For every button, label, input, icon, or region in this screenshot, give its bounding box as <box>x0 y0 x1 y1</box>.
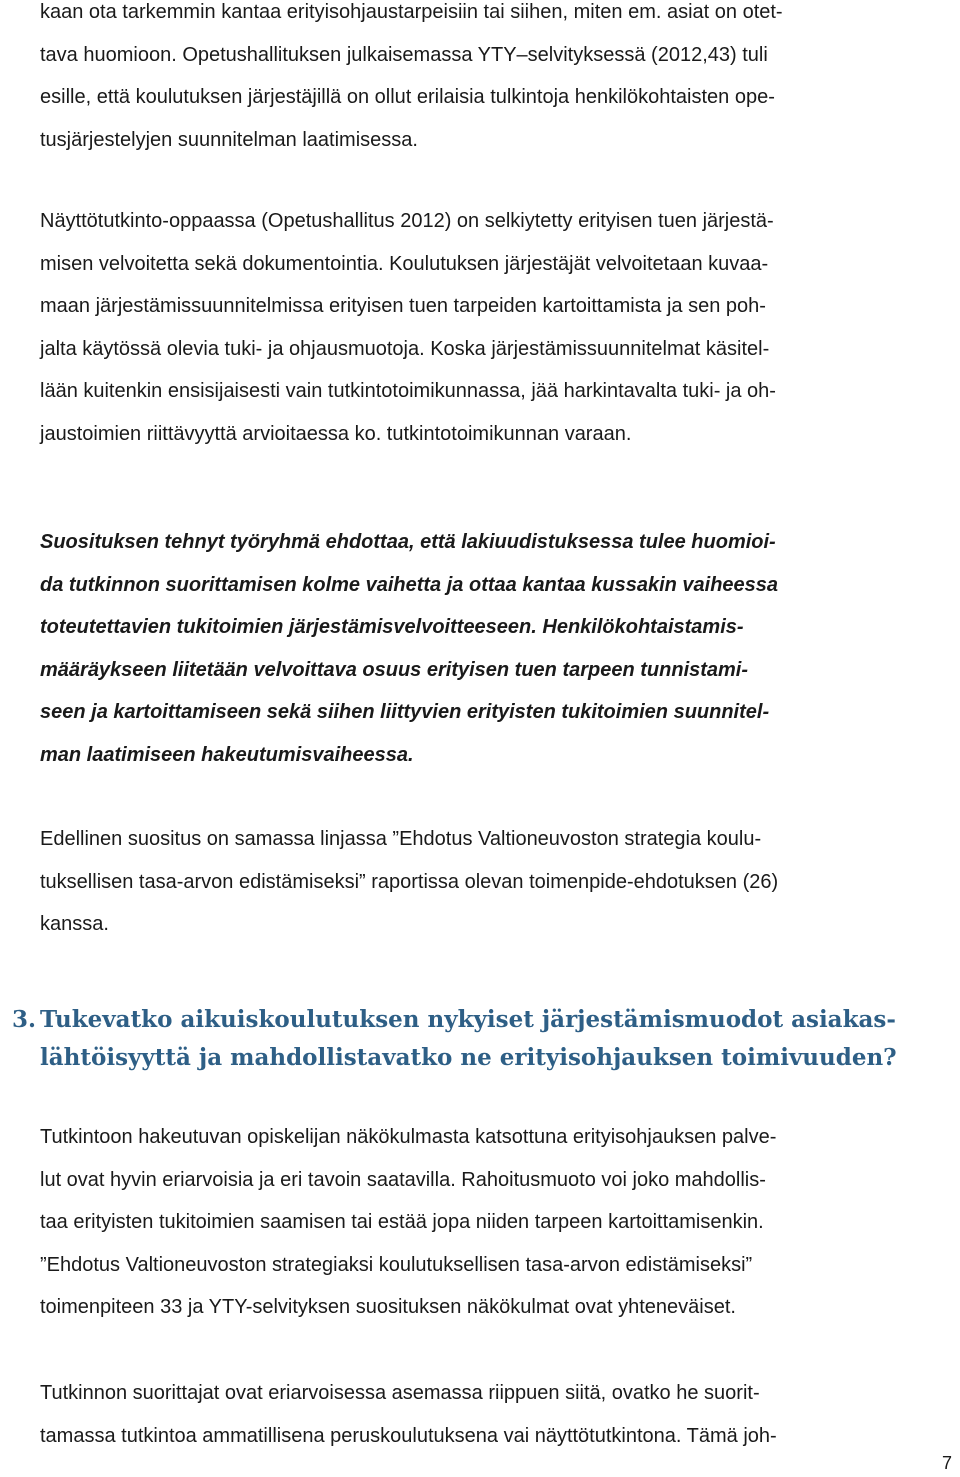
text-line: ”Ehdotus Valtioneuvoston strategiaksi koulutuksellisen tasa-arvon edistämiseksi” <box>40 1253 753 1276</box>
text-line: määräykseen liitetään velvoittava osuus erityisen tuen tarpeen tunnistami- <box>40 658 749 681</box>
text-line: jaustoimien riittävyyttä arvioitaessa ko. tutkintotoimikunnan varaan. <box>40 422 632 445</box>
text-line: Edellinen suositus on samassa linjassa ”Ehdotus Valtioneuvoston strategia koulu- <box>40 828 762 850</box>
text-line: man laatimiseen hakeutumisvaiheessa. <box>40 743 414 766</box>
text-line: Suosituksen tehnyt työryhmä ehdottaa, että lakiuudistuksessa tulee huomioi- <box>40 531 776 553</box>
recommendation-paragraph <box>40 521 950 776</box>
page-number: 7 <box>941 1453 952 1473</box>
paragraph-tutkinnon-suorittajat <box>40 1372 950 1457</box>
text-line: tuksellisen tasa-arvon edistämiseksi” raportissa olevan toimenpide-ehdotuksen (26) <box>40 870 779 893</box>
text-line: esille, että koulutuksen järjestäjillä on ollut erilaisia tulkintoja henkilökohtaisten ope- <box>40 86 775 108</box>
text-line: maan järjestämissuunnitelmissa erityisen tuen tarpeiden kartoittamista ja sen poh- <box>40 295 766 317</box>
text-line: da tutkinnon suorittamisen kolme vaihetta ja ottaa kantaa kussakin vaiheessa <box>40 573 779 596</box>
text-line: misen velvoitetta sekä dokumentointia. Koulutuksen järjestäjät velvoitetaan kuvaa- <box>40 252 769 275</box>
text-line: kaan ota tarkemmin kantaa erityisohjaustarpeisiin tai siihen, miten em. asiat on otet- <box>40 1 783 23</box>
paragraph-edellinen-suositus <box>40 818 950 946</box>
heading-text: Tukevatko aikuiskoulutuksen nykyiset järjestämismuodot asiakas- <box>40 1006 896 1033</box>
text-line: tamassa tutkintoa ammatillisena peruskoulutuksena vai näyttötutkintona. Tämä joh- <box>40 1424 777 1447</box>
heading-line <box>12 1001 950 1039</box>
text-line: Näyttötutkinto-oppaassa (Opetushallitus 2012) on selkiytetty erityisen tuen järjestä- <box>40 210 774 232</box>
heading-line: lähtöisyyttä ja mahdollistavatko ne erityisohjauksen toimivuuden? <box>40 1044 897 1071</box>
text-line: seen ja kartoittamiseen sekä siihen liittyvien erityisten tukitoimien suunnitel- <box>40 701 770 723</box>
text-line: tusjärjestelyjen suunnitelman laatimisessa. <box>40 128 418 151</box>
text-line: taa erityisten tukitoimien saamisen tai estää jopa niiden tarpeen kartoittamisenkin. <box>40 1211 764 1233</box>
paragraph-tutkinto-opas <box>40 200 950 455</box>
text-line: jalta käytössä olevia tuki- ja ohjausmuotoja. Koska järjestämissuunnitelmat käsitel- <box>40 337 770 360</box>
text-line: toimenpiteen 33 ja YTY-selvityksen suosituksen näkökulmat ovat yhteneväiset. <box>40 1296 736 1318</box>
text-line: lään kuitenkin ensisijaisesti vain tutkintotoimikunnassa, jää harkintavalta tuki- ja oh- <box>40 380 776 402</box>
text-line: kanssa. <box>40 913 109 935</box>
section-heading <box>12 1001 950 1077</box>
text-line: Tutkintoon hakeutuvan opiskelijan näkökulmasta katsottuna erityisohjauksen palve- <box>40 1126 777 1148</box>
intro-paragraph <box>40 0 950 161</box>
text-line: lut ovat hyvin eriarvoisia ja eri tavoin saatavilla. Rahoitusmuoto voi joko mahdollis- <box>40 1168 766 1191</box>
section-number: 3. <box>12 1006 37 1033</box>
text-line: toteutettavien tukitoimien järjestämisvelvoitteeseen. Henkilökohtaistamis- <box>40 616 744 638</box>
text-line: tava huomioon. Opetushallituksen julkaisemassa YTY–selvityksessä (2012,43) tuli <box>40 43 768 66</box>
paragraph-tutkintoon-hakeutuva <box>40 1116 950 1329</box>
text-line: Tutkinnon suorittajat ovat eriarvoisessa asemassa riippuen siitä, ovatko he suorit- <box>40 1382 760 1404</box>
